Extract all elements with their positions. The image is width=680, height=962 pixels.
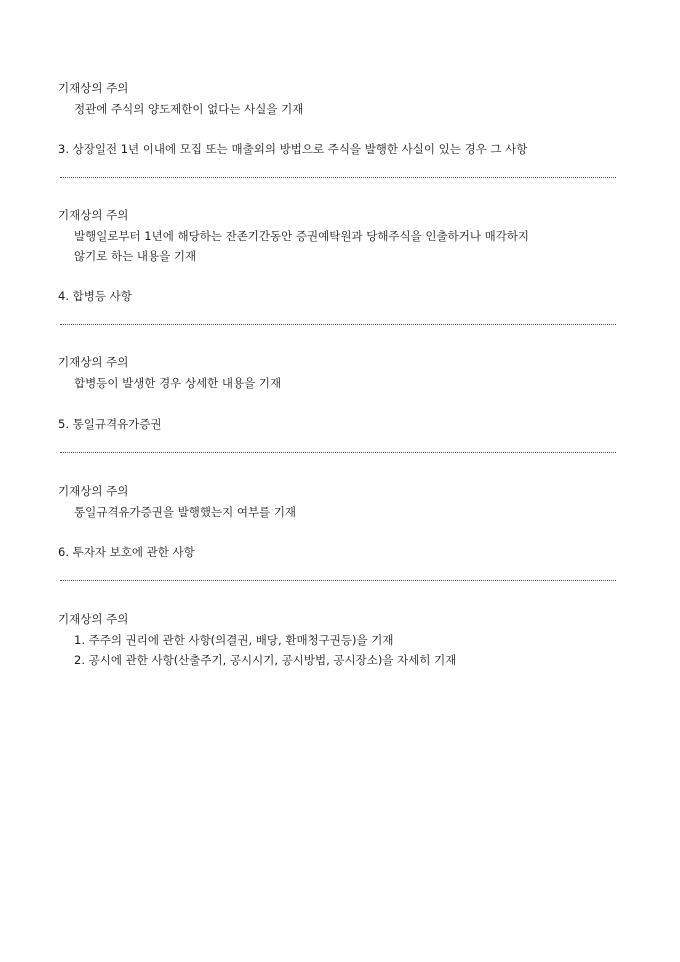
note-text: 통일규격유가증권을 발행했는지 여부를 기재 (74, 505, 297, 519)
note-list-item: 1. 주주의 권리에 관한 사항(의결권, 배당, 환매청구권등)을 기재 (74, 633, 394, 647)
note-heading: 기재상의 주의 (58, 612, 129, 626)
note-text: 정관에 주식의 양도제한이 없다는 사실을 기재 (74, 102, 304, 116)
dotted-fill-line (60, 324, 616, 325)
note-heading: 기재상의 주의 (58, 484, 129, 498)
dotted-fill-line (60, 580, 616, 581)
note-heading: 기재상의 주의 (58, 355, 129, 369)
note-text: 발행일로부터 1년에 해당하는 잔존기간동안 증권예탁원과 당해주식을 인출하거나 매각하지 (74, 229, 530, 243)
section-title-4: 4. 합병등 사항 (58, 289, 132, 303)
note-text: 않기로 하는 내용을 기재 (74, 249, 197, 263)
note-heading: 기재상의 주의 (58, 81, 129, 95)
section-title-5: 5. 통일규격유가증권 (58, 417, 162, 431)
section-title-3: 3. 상장일전 1년 이내에 모집 또는 매출외의 방법으로 주식을 발행한 사실이 있는 경우 그 사항 (58, 142, 528, 156)
note-list-item: 2. 공시에 관한 사항(산출주기, 공시시기, 공시방법, 공시장소)을 자세히 기재 (74, 653, 457, 667)
note-text: 합병등이 발생한 경우 상세한 내용을 기재 (74, 376, 282, 390)
dotted-fill-line (60, 177, 616, 178)
note-heading: 기재상의 주의 (58, 208, 129, 222)
dotted-fill-line (60, 452, 616, 453)
section-title-6: 6. 투자자 보호에 관한 사항 (58, 545, 195, 559)
